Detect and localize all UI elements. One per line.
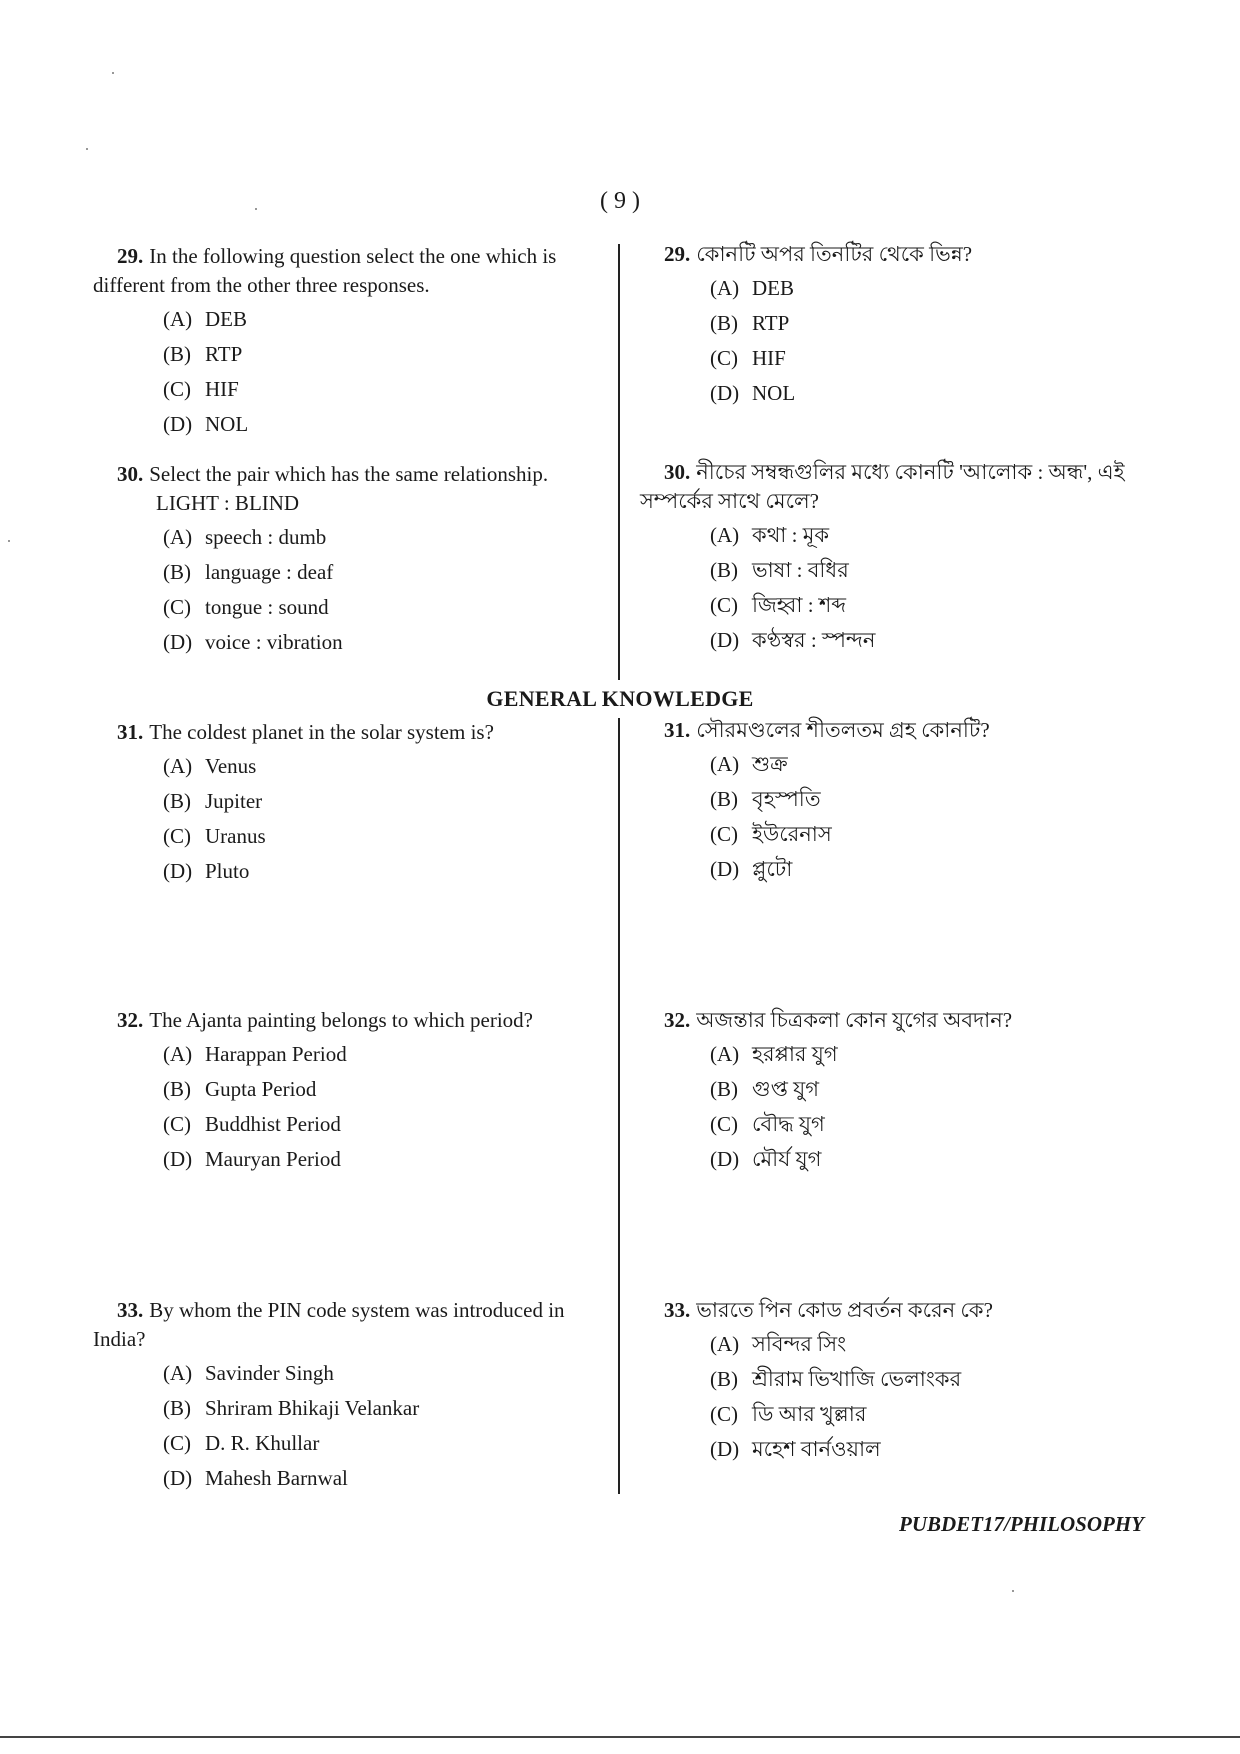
option: (D) মহেশ বার্নওয়াল [710,1437,881,1461]
question-text: সৌরমণ্ডলের শীতলতম গ্রহ কোনটি? [696,718,990,742]
option: (B) বৃহস্পতি [710,787,821,811]
option: (C) HIF [710,346,786,370]
option: (C) HIF [163,377,239,401]
question-number: 32. [117,1008,144,1032]
option: (D) Pluto [163,859,250,883]
option: (D) কণ্ঠস্বর : স্পন্দন [710,628,876,652]
option: (B) Jupiter [163,789,263,813]
option: (D) NOL [163,412,249,436]
option: (C) Uranus [163,824,266,848]
footer-code: PUBDET17/PHILOSOPHY [899,1512,1144,1536]
option: (D) প্লুটো [710,857,793,881]
option: (A) কথা : মূক [710,523,830,547]
section-title: GENERAL KNOWLEDGE [486,686,754,711]
question-29-en [93,242,593,442]
question-33-bn [640,1296,1145,1467]
question-text: নীচের সম্বন্ধগুলির মধ্যে কোনটি 'আলোক : অন্ধ', এই সম্পর্কের সাথে মেলে? [640,460,1125,513]
option: (A) শুক্র [710,752,788,776]
question-number: 33. [117,1298,144,1322]
question-text: ভারতে পিন কোড প্রবর্তন করেন কে? [696,1298,993,1322]
option: (B) গুপ্ত যুগ [710,1077,819,1101]
column-divider [618,718,620,1494]
question-30-en [93,460,593,660]
option: (B) Gupta Period [163,1077,317,1101]
option: (A) হরপ্পার যুগ [710,1042,838,1066]
option: (C) D. R. Khullar [163,1431,320,1455]
question-number: 32. [664,1008,691,1032]
question-text: অজন্তার চিত্রকলা কোন যুগের অবদান? [696,1008,1013,1032]
option: (D) voice : vibration [163,630,343,654]
page-number: ( 9 ) [600,188,640,214]
option: (D) মৌর্য যুগ [710,1147,822,1171]
option: (A) DEB [163,307,247,331]
question-text: In the following question select the one which is different from the other three responses. [93,244,557,297]
option: (C) ডি আর খুল্লার [710,1402,867,1426]
question-number: 33. [664,1298,691,1322]
question-number: 30. [664,460,691,484]
question-31-en [93,718,593,889]
option: (A) Venus [163,754,257,778]
question-29-bn [640,240,1145,411]
question-number: 31. [664,718,691,742]
option: (B) RTP [710,311,790,335]
question-30-bn [640,458,1145,658]
question-text: কোনটি অপর তিনটির থেকে ভিন্ন? [696,242,973,266]
question-number: 29. [117,244,144,268]
option: (A) Harappan Period [163,1042,347,1066]
option: (A) Savinder Singh [163,1361,334,1385]
option: (C) বৌদ্ধ যুগ [710,1112,825,1136]
option: (C) Buddhist Period [163,1112,341,1136]
option: (B) RTP [163,342,243,366]
question-text: The Ajanta painting belongs to which period? [149,1008,533,1032]
option: (D) Mauryan Period [163,1147,341,1171]
question-31-bn [640,716,1145,887]
option: (B) Shriram Bhikaji Velankar [163,1396,420,1420]
option: (D) NOL [710,381,796,405]
question-32-bn [640,1006,1145,1177]
option: (B) language : deaf [163,560,334,584]
option: (B) শ্রীরাম ভিখাজি ভেলাংকর [710,1367,962,1391]
question-subtext: LIGHT : BLIND [156,491,300,515]
question-number: 30. [117,462,144,486]
option: (A) speech : dumb [163,525,327,549]
question-number: 29. [664,242,691,266]
question-33-en [93,1296,593,1496]
column-divider [618,244,620,680]
option: (C) tongue : sound [163,595,329,619]
option: (A) সবিন্দর সিং [710,1332,847,1356]
question-number: 31. [117,720,144,744]
option: (B) ভাষা : বধির [710,558,849,582]
question-text: The coldest planet in the solar system is? [149,720,494,744]
option: (C) জিহ্বা : শব্দ [710,593,846,617]
bottom-rule [0,1736,1240,1738]
question-text: Select the pair which has the same relationship. [149,462,549,486]
option: (C) ইউরেনাস [710,822,832,846]
option: (D) Mahesh Barnwal [163,1466,348,1490]
question-text: By whom the PIN code system was introduced in India? [93,1298,565,1351]
question-32-en [93,1006,593,1177]
option: (A) DEB [710,276,794,300]
